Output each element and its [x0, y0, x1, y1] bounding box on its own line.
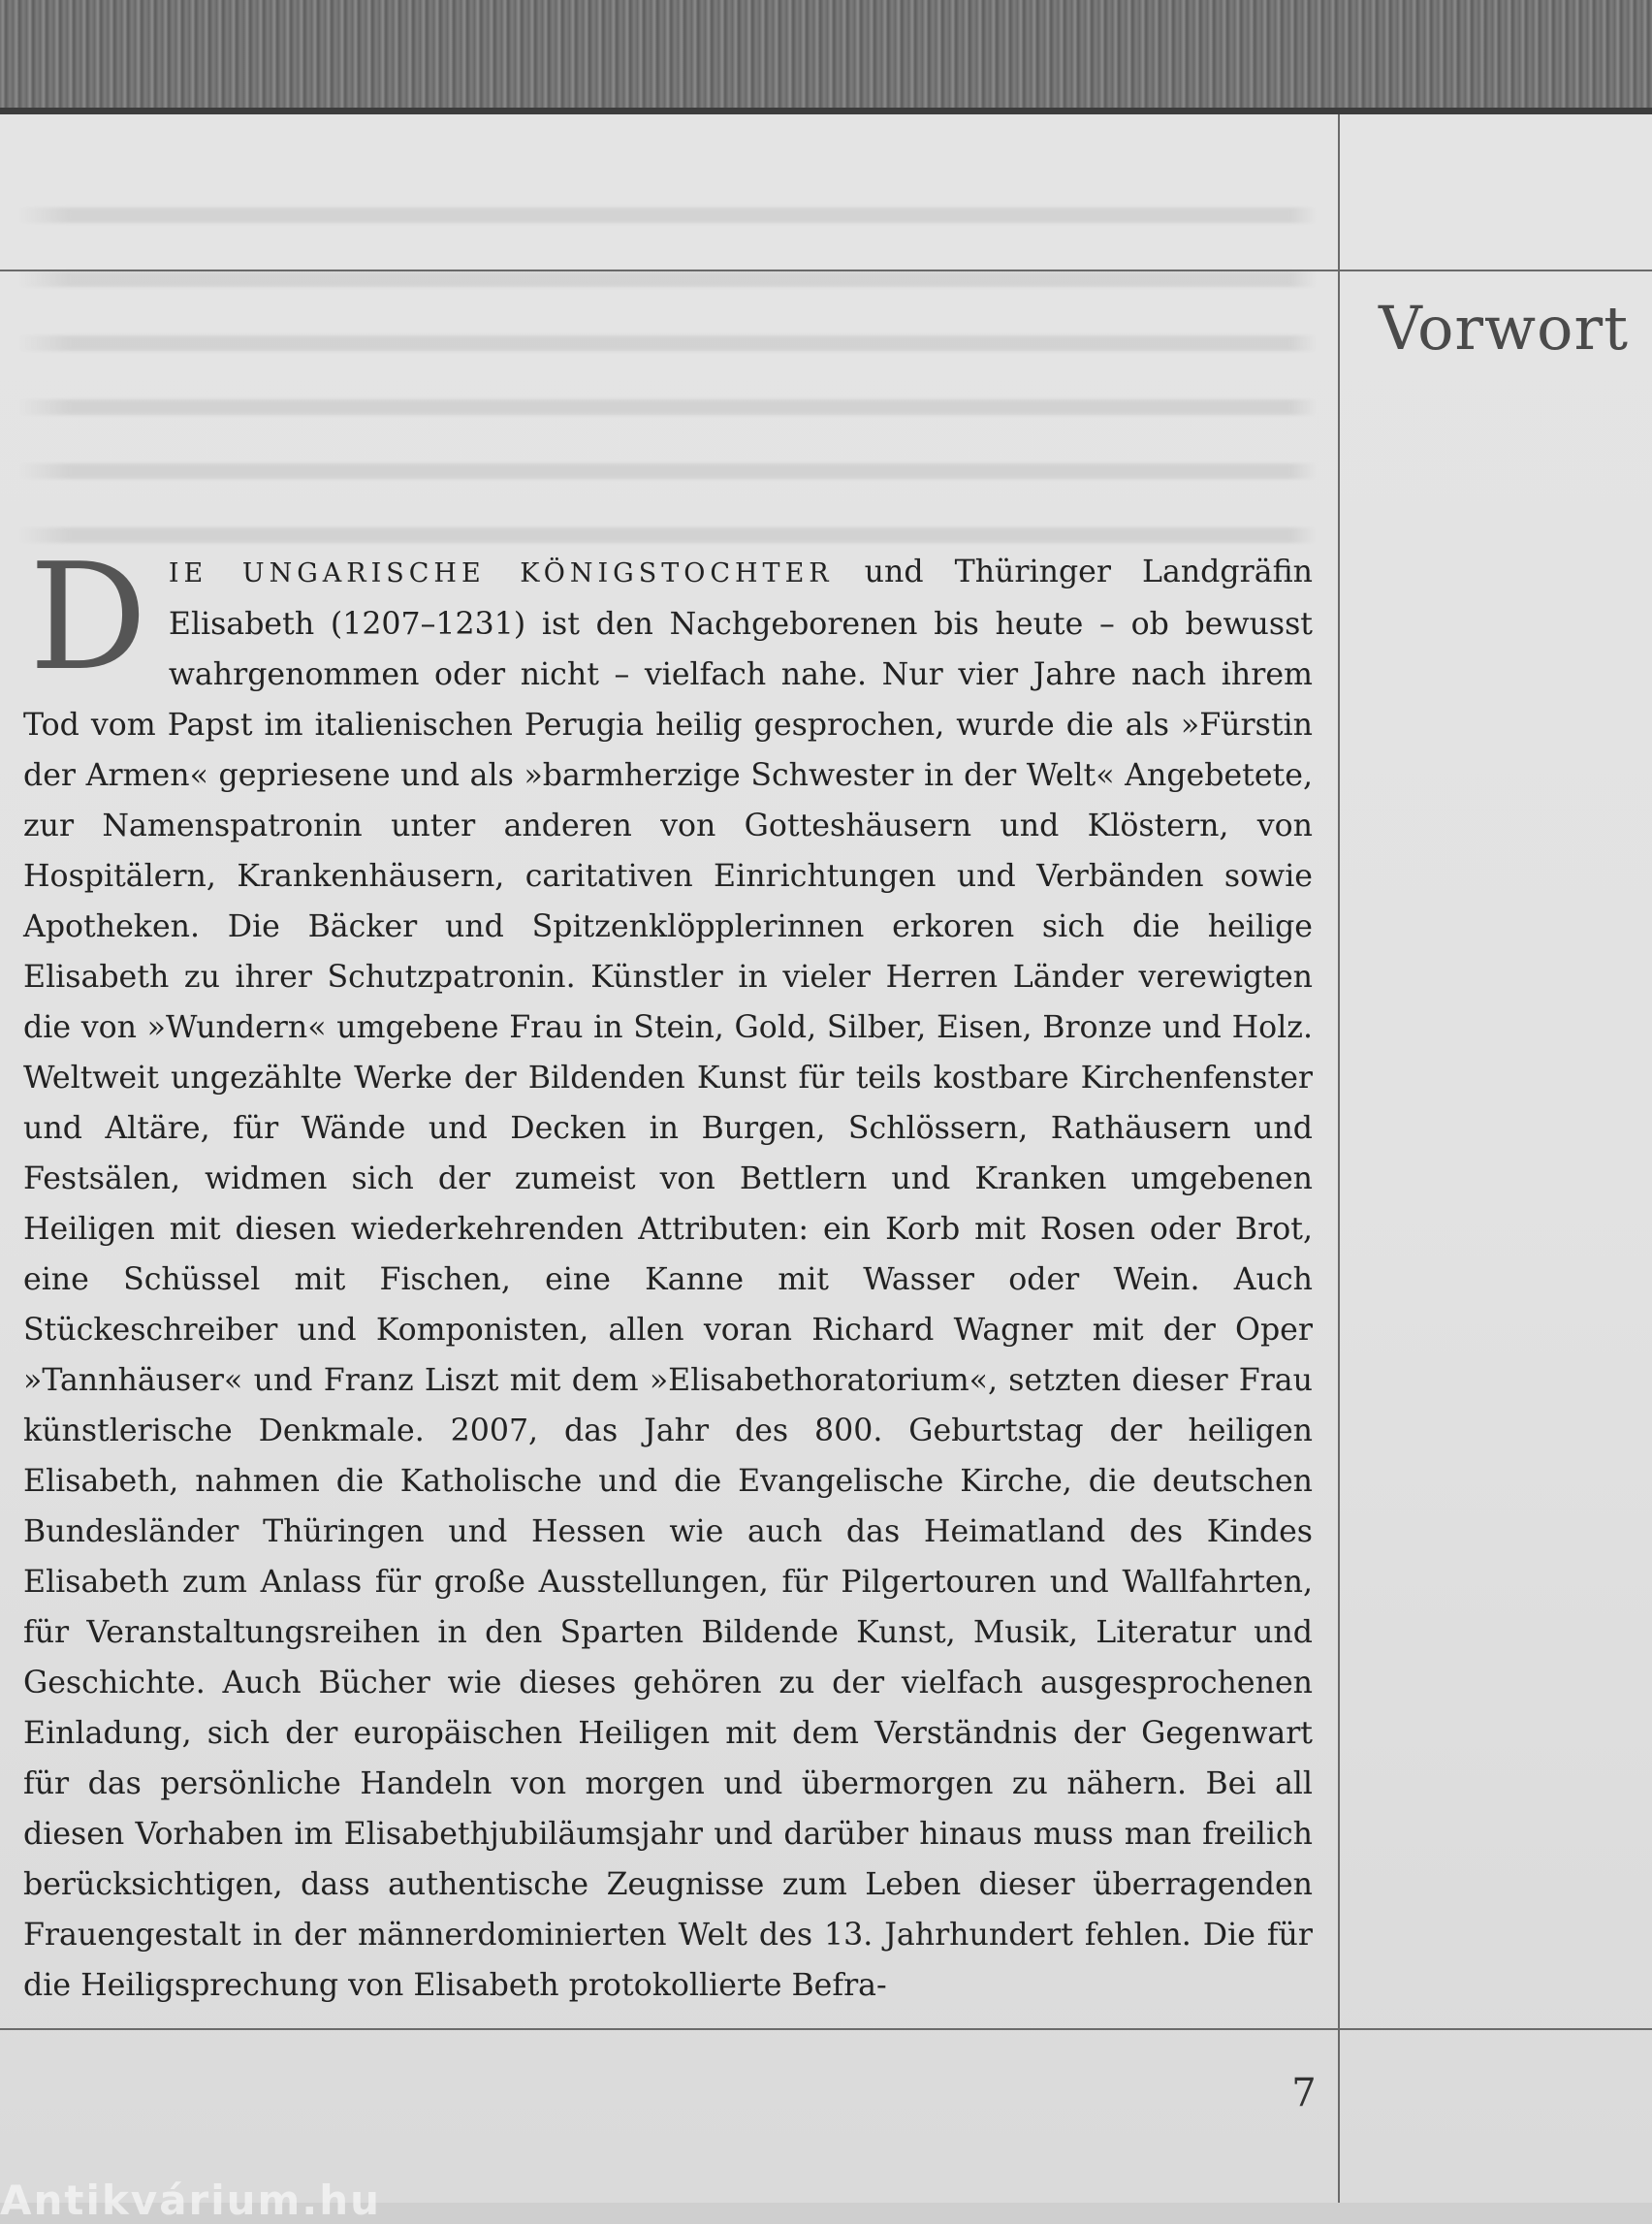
body-text: und Thüringer Landgräfin Elisabeth (1207–1231) ist den Nachgeborenen bis heute – ob bewusst wahrgenommen oder nicht – vielfach nahe. Nur vier Jahre nach ihrem Tod vom Papst im italienischen Perugia heilig gesprochen, wurde die als »Fürstin der Armen« gepriesene und als »barmherzige Schwester in der Welt« Angebetete, zur Namenspatronin unter anderen von Gotteshäusern und Klöstern, von Hospitälern, Krankenhäusern, caritativen Einrichtungen und Verbänden sowie Apotheken. Die Bäcker und Spitzenklöpplerinnen erkoren sich die heilige Elisabeth zu ihrer Schutzpatronin. Künstler in vieler Herren Länder verewigten die von »Wundern« umgebene Frau in Stein, Gold, Silber, Eisen, Bronze und Holz. Weltweit ungezählte Werke der Bildenden Kunst für teils kostbare Kirchenfenster und Altäre, für Wände und Decken in Burgen, Schlössern, Rathäusern und Festsälen, widmen sich der zumeist von Bettlern und Kranken umgebenen Heiligen mit diesen wiederkehrenden Attributen: ein Korb mit Rosen oder Brot, eine Schüssel mit Fischen, eine Kanne mit Wasser oder Wein. Auch Stückeschreiber und Komponisten, allen voran Richard Wagner mit der Oper »Tannhäuser« und Franz Liszt mit dem »Elisabethoratorium«, setzten dieser Frau künstlerische Denkmale. 2007, das Jahr des 800. Geburtstag der heiligen Elisabeth, nahmen die Katholische und die Evangelische Kirche, die deutschen Bundesländer Thüringen und Hessen wie auch das Heimatland des Kindes Elisabeth zum Anlass für große Ausstellungen, für Pilgertouren und Wallfahrten, für Veranstaltungsreihen in den Sparten Bildende Kunst, Musik, Literatur und Geschichte. Auch Bücher wie dieses gehören zu der vielfach ausgesprochenen Einladung, sich der europäischen Heiligen mit dem Verständnis der Gegenwart für das persönliche Handeln von morgen und übermorgen zu nähern. Bei all diesen Vorhaben im Elisabethjubiläumsjahr und darüber hinaus muss man freilich berücksichtigen, dass authentische Zeugnisse zum Leben dieser überragenden Frauengestalt in der männerdominierten Welt des 13. Jahrhundert fehlen. Die für die Heiligsprechung von Elisabeth protokollierte Befra-	[23, 555, 1313, 2003]
lead-small-caps: IE UNGARISCHE KÖNIGSTOCHTER	[168, 558, 834, 588]
show-through-text	[17, 186, 1317, 555]
margin-rule	[1338, 114, 1340, 2203]
page-number: 7	[1291, 2071, 1317, 2115]
section-title: Vorwort	[1379, 293, 1629, 364]
table-background	[0, 0, 1652, 121]
body-paragraph	[23, 531, 1313, 2011]
watermark: Antikvárium.hu	[0, 2176, 382, 2224]
footer-rule	[0, 2028, 1652, 2030]
drop-cap: D	[29, 531, 147, 703]
